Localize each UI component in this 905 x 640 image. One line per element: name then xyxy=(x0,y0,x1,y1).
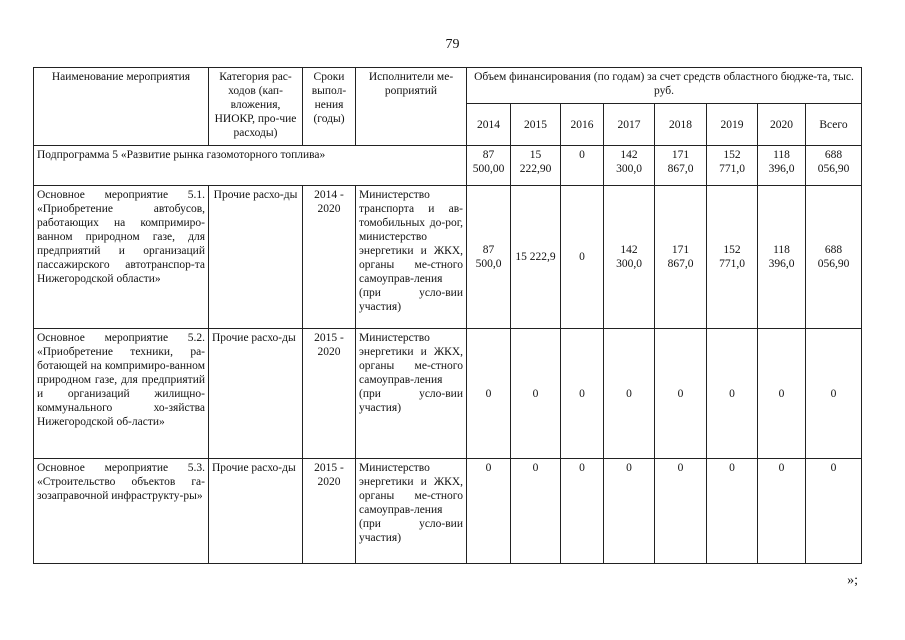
table-cell: 688 056,90 xyxy=(806,146,862,186)
table-cell: 0 xyxy=(561,146,604,186)
table-cell: 0 xyxy=(604,329,655,459)
table-cell: 0 xyxy=(707,329,758,459)
measure-category: Прочие расхо-ды xyxy=(209,459,303,564)
measure-executors: Министерство энергетики и ЖКХ, органы ме-стного самоуправ-ления (при усло-вии участия) xyxy=(356,329,467,459)
measure-name: Основное мероприятие 5.1. «Приобретение автобусов, работающих на компримиро-ванном природном газе, для предприятий и организаций пассажирского автотранспор-та Нижегородской области» xyxy=(34,186,209,329)
subprogram-title: Подпрограмма 5 «Развитие рынка газомоторного топлива» xyxy=(34,146,467,186)
table-cell: 0 xyxy=(511,329,561,459)
table-cell: 0 xyxy=(561,329,604,459)
table-cell: 87 500,0 xyxy=(467,186,511,329)
measure-terms: 2015 - 2020 xyxy=(303,329,356,459)
table-cell: 87 500,00 xyxy=(467,146,511,186)
measure-terms: 2014 - 2020 xyxy=(303,186,356,329)
table-cell: 171 867,0 xyxy=(655,186,707,329)
header-category: Категория рас-ходов (кап-вложения, НИОКР, про-чие расходы) xyxy=(209,68,303,146)
table-cell: 118 396,0 xyxy=(758,146,806,186)
header-year: 2015 xyxy=(511,104,561,146)
table-cell: 0 xyxy=(758,329,806,459)
header-funding: Объем финансирования (по годам) за счет средств областного бюдже-та, тыс. руб. xyxy=(467,68,862,104)
measure-category: Прочие расхо-ды xyxy=(209,329,303,459)
table-row xyxy=(34,459,862,564)
measure-executors: Министерство энергетики и ЖКХ, органы ме-стного самоуправ-ления (при усло-вии участия) xyxy=(356,459,467,564)
header-year: 2014 xyxy=(467,104,511,146)
header-executors: Исполнители ме-роприятий xyxy=(356,68,467,146)
table-row xyxy=(34,329,862,459)
table-cell: 171 867,0 xyxy=(655,146,707,186)
table-cell: 0 xyxy=(707,459,758,564)
table-cell: 0 xyxy=(758,459,806,564)
table-cell: 118 396,0 xyxy=(758,186,806,329)
measure-terms: 2015 - 2020 xyxy=(303,459,356,564)
table-cell: 152 771,0 xyxy=(707,186,758,329)
table-row xyxy=(34,186,862,329)
table-cell: 142 300,0 xyxy=(604,146,655,186)
header-year: 2017 xyxy=(604,104,655,146)
page-number: 79 xyxy=(445,37,460,52)
table-cell: 0 xyxy=(467,459,511,564)
table-cell: 0 xyxy=(604,459,655,564)
table-cell: 0 xyxy=(561,186,604,329)
header-terms: Сроки выпол-нения (годы) xyxy=(303,68,356,146)
header-total: Всего xyxy=(806,104,862,146)
measure-name: Основное мероприятие 5.2. «Приобретение техники, ра-ботающей на компримиро-ванном природном газе, для предприятий и организаций жилищно-коммунального хо-зяйства Нижегородской об-ласти» xyxy=(34,329,209,459)
closing-quote: »; xyxy=(847,573,858,588)
measure-name: Основное мероприятие 5.3. «Строительство объектов га-зозаправочной инфраструкту-ры» xyxy=(34,459,209,564)
table-cell: 0 xyxy=(655,329,707,459)
table-cell: 15 222,90 xyxy=(511,146,561,186)
table-cell: 0 xyxy=(806,459,862,564)
subprogram-row xyxy=(34,146,862,186)
table-cell: 15 222,9 xyxy=(511,186,561,329)
funding-table xyxy=(33,67,862,564)
table-cell: 688 056,90 xyxy=(806,186,862,329)
header-name: Наименование мероприятия xyxy=(34,68,209,146)
header-year: 2018 xyxy=(655,104,707,146)
table-cell: 0 xyxy=(806,329,862,459)
table-cell: 0 xyxy=(561,459,604,564)
header-year: 2019 xyxy=(707,104,758,146)
header-year: 2020 xyxy=(758,104,806,146)
header-year: 2016 xyxy=(561,104,604,146)
table-cell: 152 771,0 xyxy=(707,146,758,186)
table-cell: 0 xyxy=(511,459,561,564)
measure-category: Прочие расхо-ды xyxy=(209,186,303,329)
table-cell: 0 xyxy=(467,329,511,459)
table-cell: 0 xyxy=(655,459,707,564)
table-cell: 142 300,0 xyxy=(604,186,655,329)
measure-executors: Министерство транспорта и ав-томобильных до-рог, министерство энергетики и ЖКХ, органы ме-стного самоуправ-ления (при усло-вии участия) xyxy=(356,186,467,329)
